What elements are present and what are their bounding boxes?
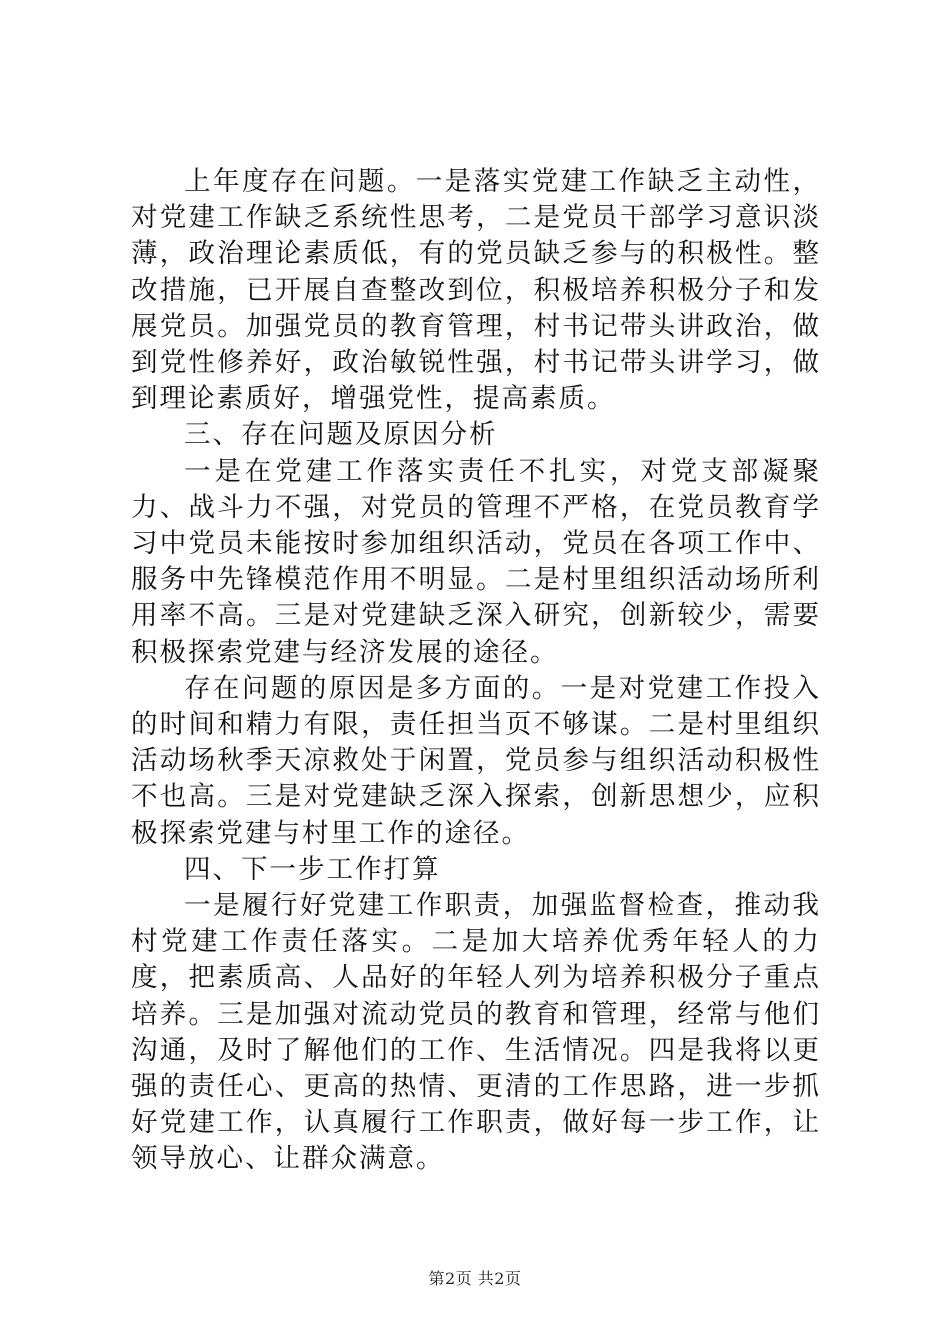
section-heading-next-steps: 四、下一步工作打算: [184, 853, 441, 885]
paragraph-next-steps: 一是履行好党建工作职责，加强监督检查，推动我村党建工作责任落实。二是加大培养优秀年轻人的力度，把素质高、人品好的年轻人列为培养积极分子重点培养。三是加强对流动党员的教育和管理，经常与他们沟通，及时了解他们的工作、生活情况。四是我将以更强的责任心、更高的热情、更清的工作思路，进一步抓好党建工作，认真履行工作职责，做好每一步工作，让领导放心、让群众满意。: [131, 890, 821, 1175]
page-number-footer: 第2页 共2页: [428, 1269, 522, 1288]
paragraph-previous-year-issues: 上年度存在问题。一是落实党建工作缺乏主动性，对党建工作缺乏系统性思考，二是党员干部学习意识淡薄，政治理论素质低，有的党员缺乏参与的积极性。整改措施，已开展自查整改到位，积极培养积极分子和发展党员。加强党员的教育管理，村书记带头讲政治，做到党性修养好，政治敏锐性强，村书记带头讲学习，做到理论素质好，增强党性，提高素质。: [131, 166, 821, 415]
document-body: [131, 164, 821, 1178]
paragraph-problem-causes: 存在问题的原因是多方面的。一是对党建工作投入的时间和精力有限，责任担当页不够谋。二是村里组织活动场秋季天凉救处于闲置，党员参与组织活动积极性不也高。三是对党建缺乏深入探索，创新思想少，应积极探索党建与村里工作的途径。: [131, 672, 821, 849]
paragraph-problems: 一是在党建工作落实责任不扎实，对党支部凝聚力、战斗力不强，对党员的管理不严格，在党员教育学习中党员未能按时参加组织活动，党员在各项工作中、服务中先锋模范作用不明显。二是村里组织活动场所利用率不高。三是对党建缺乏深入研究，创新较少，需要积极探索党建与经济发展的途径。: [131, 455, 821, 668]
section-heading-problems-analysis: 三、存在问题及原因分析: [184, 419, 498, 451]
